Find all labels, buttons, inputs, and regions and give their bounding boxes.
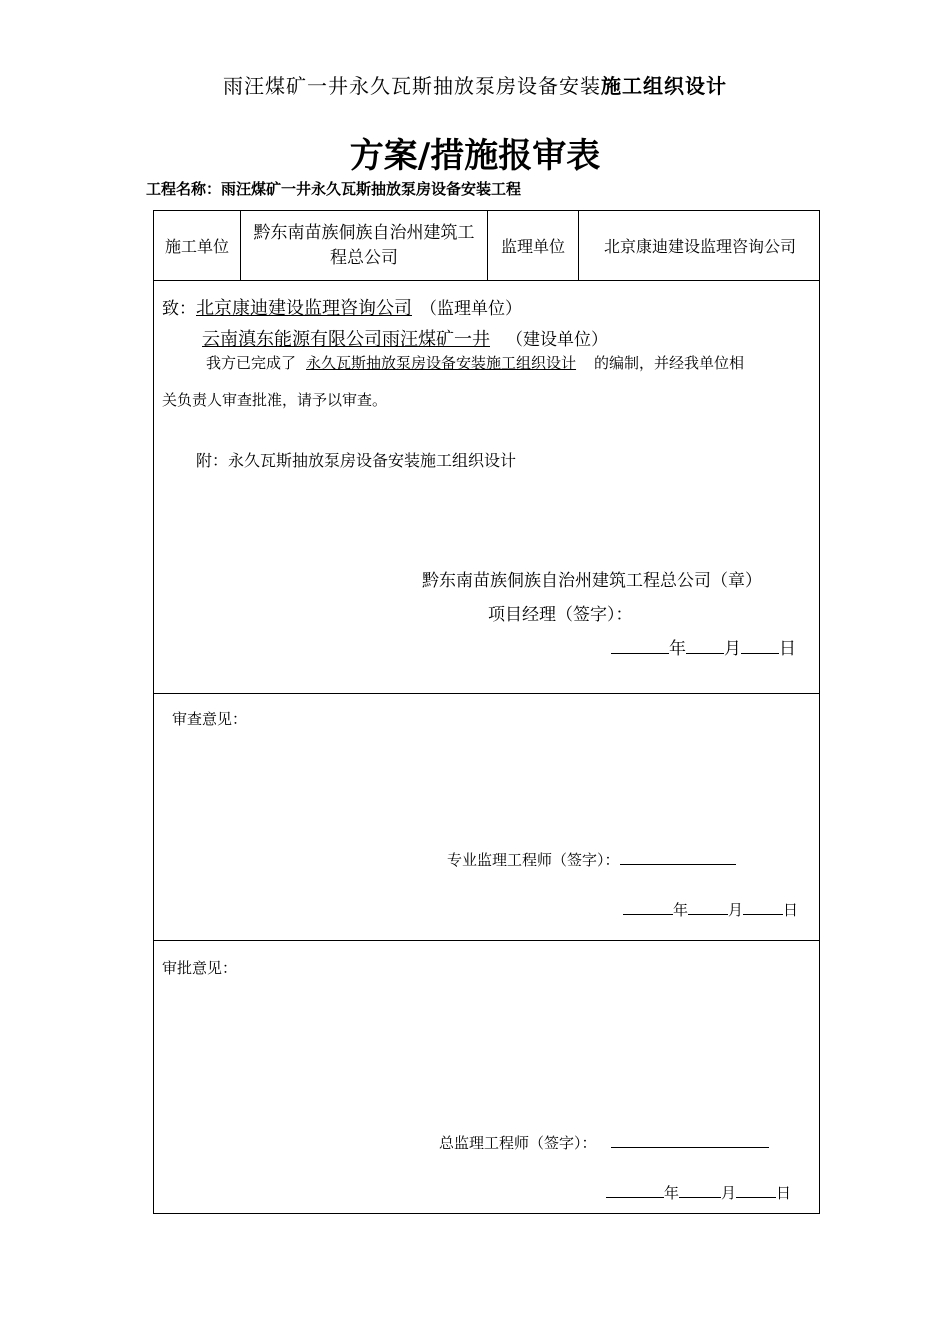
month-label: 月 (724, 639, 741, 659)
submission-body-line1 (206, 352, 744, 373)
review-section (154, 694, 819, 941)
year-blank[interactable] (606, 1181, 664, 1198)
year-label: 年 (669, 639, 686, 659)
day-blank[interactable] (741, 637, 779, 654)
approval-date (606, 1181, 791, 1203)
approval-signature-line (439, 1131, 769, 1153)
review-form-table (153, 210, 820, 1214)
addressee-supervisor-line (162, 294, 522, 320)
company-stamp: 黔东南苗族侗族自治州建筑工程总公司（章） (422, 571, 762, 591)
to-label: 致： (162, 299, 196, 319)
supervisor-unit-suffix: （监理单位） (420, 299, 522, 319)
supervisor-unit: 北京康迪建设监理咨询公司 (196, 298, 412, 319)
day-blank[interactable] (743, 898, 783, 915)
contractor-label: 施工单位 (154, 211, 241, 280)
owner-unit: 云南滇东能源有限公司雨汪煤矿一井 (202, 329, 490, 350)
owner-unit-suffix: （建设单位） (506, 330, 608, 350)
day-label: 日 (779, 639, 796, 659)
review-date (623, 898, 798, 920)
project-label: 工程名称： (146, 180, 222, 198)
body-prefix: 我方已完成了 (206, 354, 297, 372)
year-label: 年 (664, 1184, 680, 1202)
day-blank[interactable] (736, 1181, 776, 1198)
submission-section (154, 280, 819, 694)
submission-body-line2: 关负责人审查批准，请予以审查。 (162, 391, 388, 409)
approval-signature-blank[interactable] (611, 1131, 769, 1148)
project-name: 雨汪煤矿一井永久瓦斯抽放泵房设备安装工程 (221, 180, 522, 198)
month-blank[interactable] (679, 1181, 721, 1198)
review-signature-line (447, 848, 736, 870)
approval-sign-label: 总监理工程师（签字）： (439, 1134, 597, 1152)
review-sign-label: 专业监理工程师（签字）： (447, 851, 620, 869)
approval-label: 审批意见： (162, 959, 238, 977)
supervisor-value: 北京康迪建设监理咨询公司 (603, 237, 796, 256)
addressee-owner-line (202, 325, 608, 351)
body-doc: 永久瓦斯抽放泵房设备安装施工组织设计 (306, 354, 577, 372)
manager-signature-label: 项目经理（签字）： (488, 605, 633, 625)
year-label: 年 (673, 901, 689, 919)
year-blank[interactable] (623, 898, 673, 915)
form-title: 方案/措施报审表 (349, 136, 601, 176)
contractor-value: 黔东南苗族侗族自治州建筑工程总公司 (241, 211, 488, 280)
month-blank[interactable] (686, 637, 724, 654)
supervisor-label: 监理单位 (488, 211, 579, 280)
header-text: 雨汪煤矿一井永久瓦斯抽放泵房设备安装 (223, 74, 601, 98)
review-signature-blank[interactable] (620, 848, 736, 865)
project-name-line (146, 178, 521, 199)
month-blank[interactable] (688, 898, 728, 915)
year-blank[interactable] (611, 637, 669, 654)
header-text-bold: 施工组织设计 (601, 74, 727, 98)
month-label: 月 (721, 1184, 737, 1202)
day-label: 日 (776, 1184, 792, 1202)
approval-section (154, 941, 819, 1215)
day-label: 日 (783, 901, 799, 919)
review-label: 审查意见： (172, 710, 248, 728)
month-label: 月 (728, 901, 744, 919)
page-header (0, 70, 950, 99)
submission-date (611, 634, 796, 659)
attachment-line: 附：永久瓦斯抽放泵房设备安装施工组织设计 (196, 451, 517, 470)
units-row (154, 211, 819, 281)
body-suffix: 的编制，并经我单位相 (594, 354, 745, 372)
